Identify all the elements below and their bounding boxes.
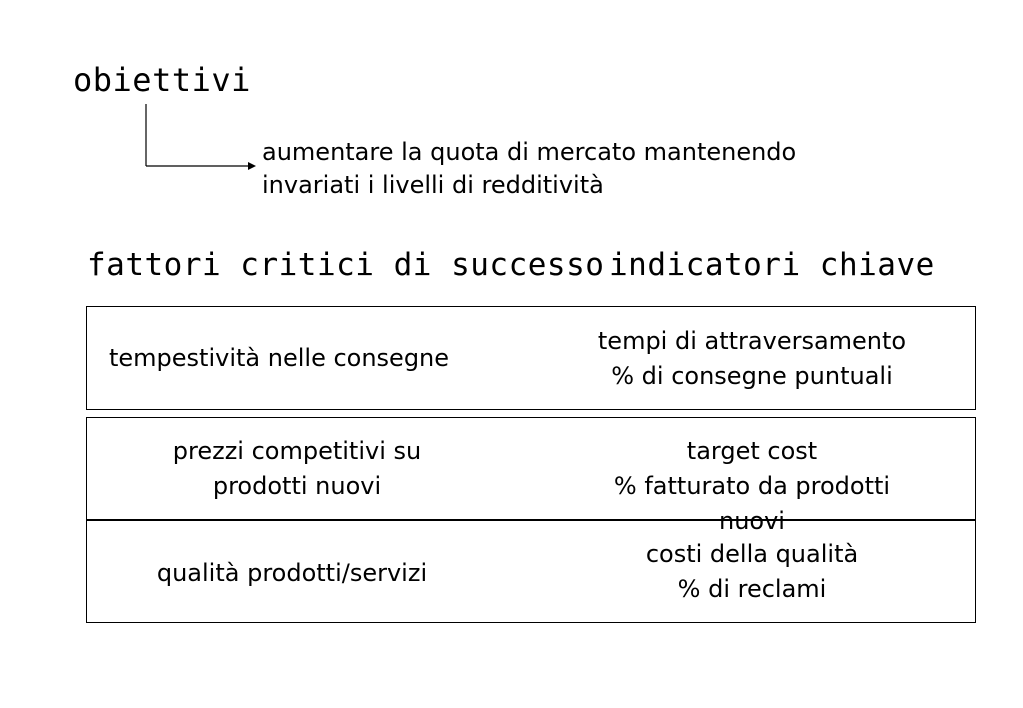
column-header-indicators: indicatori chiave <box>609 247 935 283</box>
indicator-line: costi della qualità <box>645 540 859 568</box>
indicator-line: tempi di attraversamento <box>597 327 907 355</box>
factor-line: qualità prodotti/servizi <box>156 559 428 587</box>
indicator-line: % di consegne puntuali <box>611 362 893 390</box>
factor-line: prezzi competitivi su <box>172 437 422 465</box>
indicator-cell <box>567 324 937 394</box>
table-row <box>86 306 976 410</box>
arrow-connector-icon <box>140 100 270 180</box>
table-row <box>86 417 976 535</box>
table-row <box>86 519 976 623</box>
factor-line: tempestività nelle consegne <box>109 344 450 372</box>
factor-line: prodotti nuovi <box>212 472 382 500</box>
factor-cell <box>109 341 449 376</box>
factor-cell <box>117 556 467 591</box>
indicator-line: % fatturato da prodotti <box>613 472 891 500</box>
indicator-line: nuovi <box>719 507 785 535</box>
objective-line: invariati i livelli di redditività <box>262 171 604 199</box>
column-header-factors: fattori critici di successo <box>87 247 605 283</box>
indicator-line: % di reclami <box>677 575 827 603</box>
objective-line: aumentare la quota di mercato mantenendo <box>262 138 797 166</box>
factor-cell <box>147 434 447 504</box>
indicator-cell <box>567 537 937 607</box>
indicator-line: target cost <box>686 437 818 465</box>
slide-title: obiettivi <box>73 61 251 99</box>
objective-text <box>262 136 962 202</box>
